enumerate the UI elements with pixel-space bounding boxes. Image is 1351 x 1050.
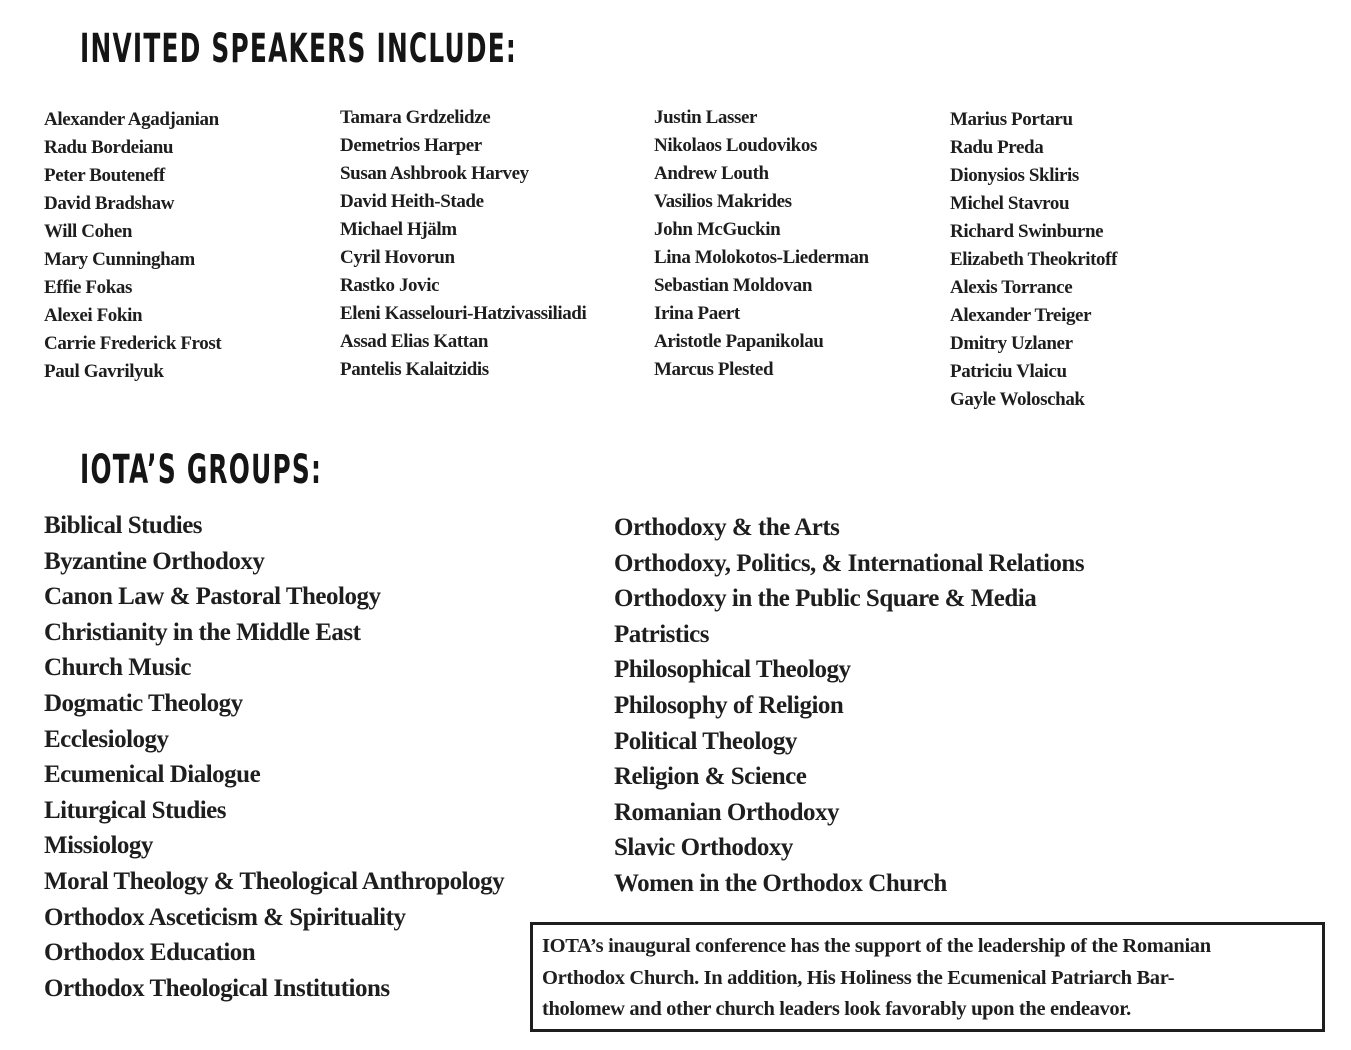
speaker-name: Nikolaos Loudovikos (654, 135, 817, 156)
group-name: Missiology (44, 832, 153, 860)
speaker-name: Alexis Torrance (950, 277, 1073, 298)
groups-column-2 (614, 510, 1084, 902)
speaker-name: Lina Molokotos-Liederman (654, 247, 869, 268)
speaker-name: Susan Ashbrook Harvey (340, 163, 529, 184)
group-name: Ecclesiology (44, 725, 169, 753)
speaker-name: Rastko Jovic (340, 275, 440, 296)
speaker-name: Effie Fokas (44, 277, 132, 298)
speaker-name: Marius Portaru (950, 109, 1073, 130)
group-name: Orthodox Theological Institutions (44, 974, 390, 1002)
speaker-name: Irina Paert (654, 303, 740, 324)
speaker-name: Patriciu Vlaicu (950, 361, 1067, 382)
group-name: Orthodox Asceticism & Spirituality (44, 903, 406, 931)
speaker-name: Demetrios Harper (340, 135, 482, 156)
support-note-text (542, 931, 1313, 1026)
speaker-name: Alexei Fokin (44, 305, 143, 326)
note-line: tholomew and other church leaders look favorably upon the endeavor. (542, 998, 1131, 1020)
speaker-name: Mary Cunningham (44, 249, 195, 270)
support-note-box (530, 922, 1325, 1032)
speaker-name: Alexander Treiger (950, 305, 1092, 326)
speaker-name: Cyril Hovorun (340, 247, 455, 268)
speaker-name: Justin Lasser (654, 107, 758, 128)
speaker-name: Paul Gavrilyuk (44, 361, 164, 382)
speaker-name: Assad Elias Kattan (340, 331, 489, 352)
speaker-name: Sebastian Moldovan (654, 275, 813, 296)
speaker-name: Radu Bordeianu (44, 137, 174, 158)
group-name: Romanian Orthodoxy (614, 798, 840, 826)
speaker-name: Radu Preda (950, 137, 1044, 158)
speaker-name: Michael Hjälm (340, 219, 457, 240)
group-name: Political Theology (614, 727, 797, 755)
speaker-name: Tamara Grdzelidze (340, 107, 491, 128)
group-name: Religion & Science (614, 763, 807, 791)
speaker-name: Richard Swinburne (950, 221, 1104, 242)
speaker-name: Carrie Frederick Frost (44, 333, 222, 354)
speaker-name: Dmitry Uzlaner (950, 333, 1073, 354)
speaker-name: Pantelis Kalaitzidis (340, 359, 489, 380)
speaker-name: Elizabeth Theokritoff (950, 249, 1117, 270)
groups-heading: IOTA’S GROUPS: (80, 447, 323, 493)
group-name: Orthodox Education (44, 939, 256, 967)
speaker-name: David Bradshaw (44, 193, 175, 214)
speaker-name: Andrew Louth (654, 163, 769, 184)
note-line: IOTA’s inaugural conference has the support of the leadership of the Romanian (542, 935, 1211, 957)
speaker-name: John McGuckin (654, 219, 781, 240)
group-name: Christianity in the Middle East (44, 618, 361, 646)
group-name: Church Music (44, 654, 192, 682)
speaker-name: Peter Bouteneff (44, 165, 165, 186)
group-name: Moral Theology & Theological Anthropology (44, 867, 505, 895)
speaker-name: Will Cohen (44, 221, 133, 242)
speaker-name: David Heith-Stade (340, 191, 484, 212)
groups-column-1 (44, 508, 504, 1006)
group-name: Philosophy of Religion (614, 691, 844, 719)
speaker-name: Dionysios Skliris (950, 165, 1079, 186)
group-name: Liturgical Studies (44, 796, 226, 824)
speaker-name: Vasilios Makrides (654, 191, 792, 212)
speaker-name: Michel Stavrou (950, 193, 1070, 214)
group-name: Women in the Orthodox Church (614, 869, 947, 897)
speakers-column-2 (340, 104, 586, 384)
speakers-column-4 (950, 106, 1117, 414)
speaker-name: Eleni Kasselouri-Hatzivassiliadi (340, 303, 587, 324)
speaker-name: Aristotle Papanikolau (654, 331, 824, 352)
speaker-name: Alexander Agadjanian (44, 109, 219, 130)
group-name: Orthodoxy, Politics, & International Relations (614, 549, 1085, 577)
speakers-column-3 (654, 104, 869, 384)
speakers-column-1 (44, 106, 221, 386)
speakers-heading: INVITED SPEAKERS INCLUDE: (80, 26, 518, 72)
group-name: Dogmatic Theology (44, 689, 243, 717)
speaker-name: Marcus Plested (654, 359, 774, 380)
group-name: Orthodoxy & the Arts (614, 514, 840, 541)
note-line: Orthodox Church. In addition, His Holiness the Ecumenical Patriarch Bar- (542, 966, 1175, 989)
group-name: Philosophical Theology (614, 656, 851, 684)
group-name: Canon Law & Pastoral Theology (44, 583, 381, 611)
group-name: Patristics (614, 620, 709, 648)
group-name: Orthodoxy in the Public Square & Media (614, 585, 1037, 613)
group-name: Slavic Orthodoxy (614, 834, 793, 862)
group-name: Byzantine Orthodoxy (44, 547, 265, 575)
speaker-name: Gayle Woloschak (950, 389, 1085, 410)
group-name: Biblical Studies (44, 512, 203, 539)
group-name: Ecumenical Dialogue (44, 761, 261, 789)
